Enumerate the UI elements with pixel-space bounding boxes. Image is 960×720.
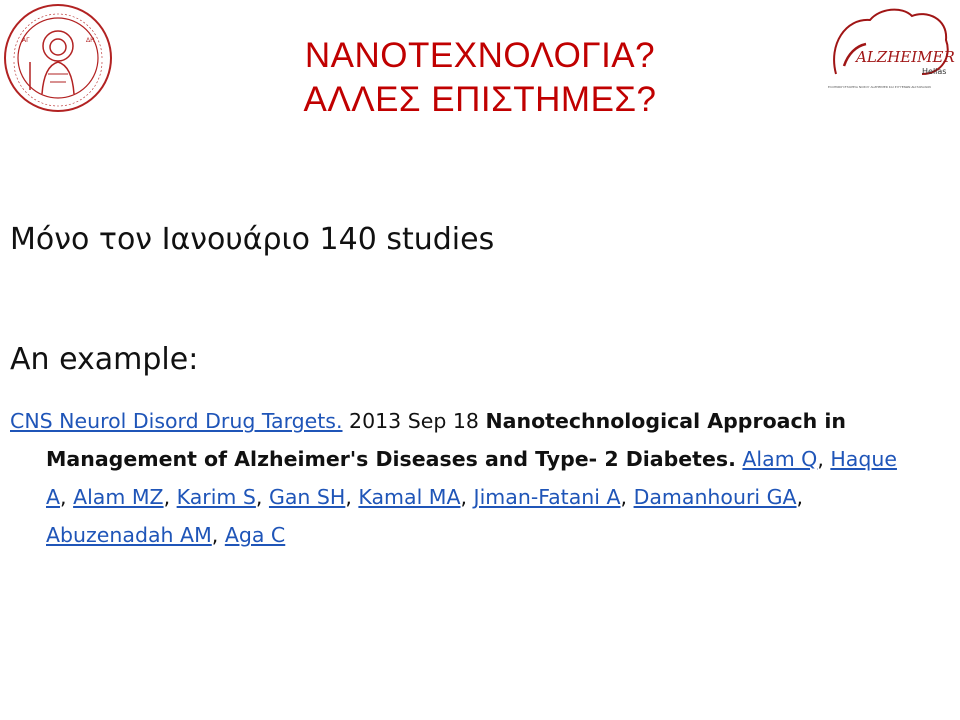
- author-link[interactable]: Jiman-Fatani A: [473, 485, 621, 509]
- logo-subtitle: Hellas: [922, 67, 947, 76]
- alzheimer-hellas-logo: [826, 4, 956, 94]
- author-link[interactable]: Kamal MA: [358, 485, 461, 509]
- university-seal-logo: [2, 2, 114, 114]
- logo-wordmark: ALZHEIMER: [856, 48, 955, 66]
- slide-title: [150, 34, 810, 122]
- author-link[interactable]: Alam MZ: [73, 485, 164, 509]
- citation-date: 2013 Sep 18: [342, 409, 486, 433]
- logo-caption: ΕΛΛΗΝΙΚΗ ΕΤΑΙΡΕΙΑ ΝΟΣΟΥ ALZHEIMER ΚΑΙ ΣΥΓΓΕΝΩΝ ΔΙΑΤΑΡΑΧΩΝ: [828, 85, 931, 89]
- journal-link[interactable]: CNS Neurol Disord Drug Targets.: [10, 409, 343, 433]
- citation-block: [10, 402, 916, 554]
- author-link[interactable]: Abuzenadah AM: [46, 523, 212, 547]
- author-link[interactable]: Karim S: [176, 485, 256, 509]
- author-link[interactable]: Haque A: [46, 447, 897, 509]
- author-link[interactable]: Alam Q: [742, 447, 818, 471]
- body-text-studies: Μόνο τον Ιανουάριο 140 studies: [10, 222, 495, 257]
- title-line-2: ΑΛΛΕΣ ΕΠΙΣΤΗΜΕΣ?: [303, 80, 657, 119]
- seal-text-left: ΑΓ: [22, 37, 30, 44]
- title-line-1: ΝΑΝΟΤΕΧΝΟΛΟΓΙΑ?: [304, 36, 656, 75]
- citation-title: Nanotechnological Approach in Management of Alzheimer's Diseases and Type- 2 Diabetes.: [46, 409, 846, 471]
- body-text-example-heading: An example:: [10, 342, 199, 377]
- author-link[interactable]: Gan SH: [268, 485, 346, 509]
- author-link[interactable]: Damanhouri GA: [633, 485, 797, 509]
- author-link[interactable]: Aga C: [224, 523, 286, 547]
- seal-text-right: ΔΗ: [86, 37, 95, 44]
- author-list: Alam Q, Haque A, Alam MZ, Karim S, Gan SH, Kamal MA, Jiman-Fatani A, Damanhouri GA, Abuzenadah AM, Aga C: [46, 447, 897, 547]
